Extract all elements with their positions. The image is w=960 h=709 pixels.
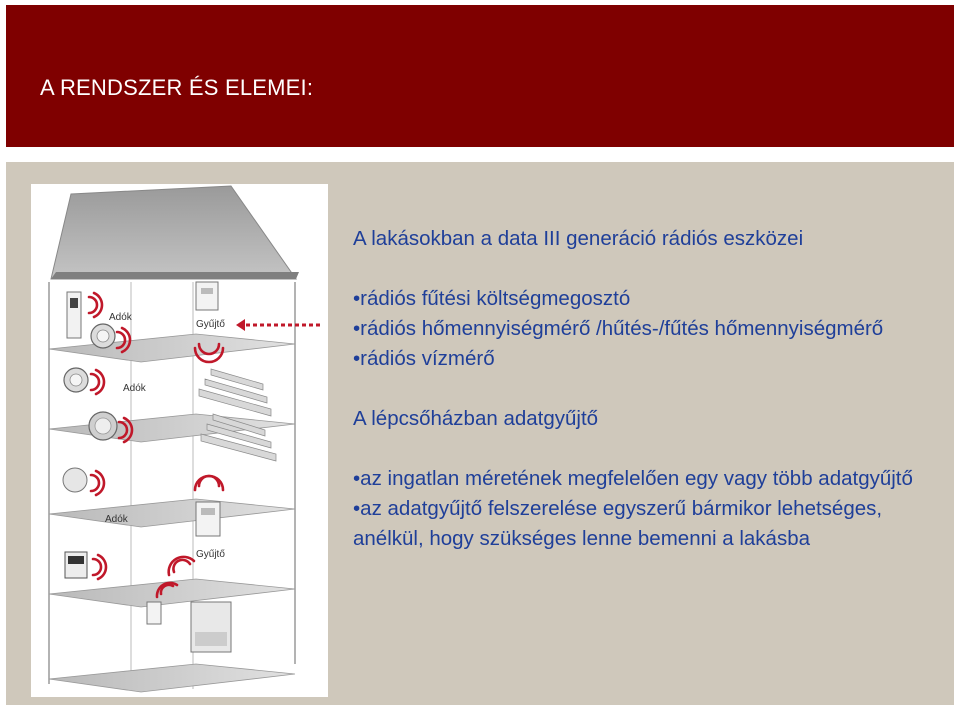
collector-icon — [191, 602, 231, 652]
signal-waves-icon — [195, 476, 223, 490]
water-meter-icon — [64, 368, 88, 392]
roof-edge — [51, 272, 299, 279]
signal-waves-icon — [91, 370, 104, 394]
device-label: Adók — [105, 514, 128, 525]
building-illustration — [31, 184, 328, 697]
content-text — [353, 224, 943, 554]
stairwell-item: •az adatgyűjtő felszerelése egyszerű bármikor lehetséges, anélkül, hogy szükséges lenne bemenni a lakásba — [353, 497, 883, 550]
floor-slab — [49, 664, 295, 692]
intro-line: A lakásokban a data III generáció rádiós eszközei — [353, 227, 804, 250]
title-bar — [6, 5, 954, 147]
stairwell-heading: A lépcsőházban adatgyűjtő — [353, 407, 599, 430]
signal-waves-icon — [89, 293, 102, 317]
collector-label: Gyűjtő — [196, 319, 225, 330]
device-label: Adók — [109, 312, 132, 323]
heat-cost-allocator-icon — [147, 602, 161, 624]
heat-meter-icon — [89, 412, 117, 440]
collector-label: Gyűjtő — [196, 549, 225, 560]
signal-waves-icon — [169, 557, 194, 575]
heat-cost-allocator-icon — [67, 292, 81, 338]
collector-icon — [196, 282, 218, 310]
water-meter-icon — [91, 324, 115, 348]
data-link-arrow — [236, 319, 321, 331]
signal-waves-icon — [93, 555, 106, 579]
house-icon — [31, 184, 328, 697]
floor-slab — [49, 334, 295, 362]
device-label: Adók — [123, 383, 146, 394]
signal-waves-icon — [91, 471, 104, 495]
stairs-icon — [199, 369, 276, 461]
roof — [51, 186, 296, 279]
device-item: •rádiós vízmérő — [353, 347, 495, 370]
floor-slab — [49, 499, 295, 527]
thermostat-icon — [63, 468, 87, 492]
slide-title: A RENDSZER ÉS ELEMEI: — [40, 75, 314, 100]
heat-cost-allocator-icon — [65, 552, 87, 578]
stairwell-item: •az ingatlan méretének megfelelően egy vagy több adatgyűjtő — [353, 467, 913, 490]
device-item: •rádiós fűtési költségmegosztó — [353, 287, 631, 310]
collector-icon — [196, 502, 220, 536]
device-item: •rádiós hőmennyiségmérő /hűtés-/fűtés hőmennyiségmérő — [353, 317, 884, 340]
